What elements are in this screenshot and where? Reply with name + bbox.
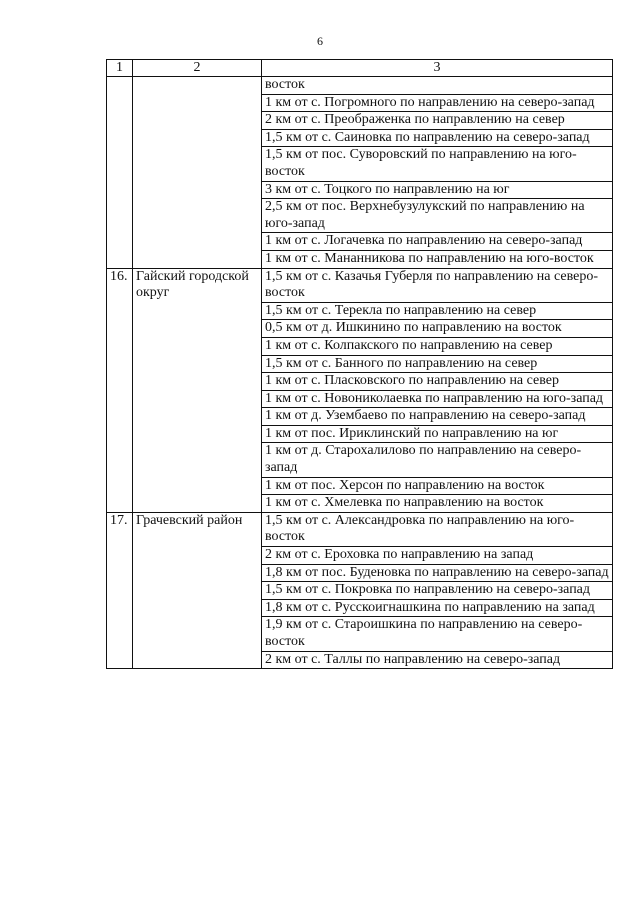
- location-entry: 1 км от с. Погромного по направлению на северо-запад: [262, 94, 613, 112]
- location-entry: 1,5 км от с. Покровка по направлению на северо-запад: [262, 582, 613, 600]
- location-entry: 1 км от с. Новониколаевка по направлению на юго-запад: [262, 390, 613, 408]
- location-entry: 1,9 км от с. Староишкина по направлению на северо-восток: [262, 617, 613, 651]
- page-number: 6: [317, 34, 323, 48]
- table-header-row: [107, 60, 613, 77]
- location-entry: 2 км от с. Преображенка по направлению на север: [262, 112, 613, 130]
- location-entry: 1 км от с. Мананникова по направлению на юго-восток: [262, 250, 613, 268]
- location-entry: 1 км от пос. Ириклинский по направлению на юг: [262, 425, 613, 443]
- column-header-2: 2: [133, 60, 262, 77]
- column-header-1: 1: [107, 60, 133, 77]
- location-entry: 1,8 км от с. Русскоигнашкина по направлению на запад: [262, 599, 613, 617]
- district-name: Гайский городской округ: [133, 268, 262, 512]
- district-name: Грачевский район: [133, 512, 262, 668]
- location-entry: 1,5 км от с. Банного по направлению на север: [262, 355, 613, 373]
- locations-table: [106, 59, 613, 669]
- location-entry: 1,5 км от с. Александровка по направлению на юго-восток: [262, 512, 613, 546]
- location-entry: 3 км от с. Тоцкого по направлению на юг: [262, 181, 613, 199]
- row-number: [107, 77, 133, 269]
- location-entry: 1,5 км от с. Казачья Губерля по направлению на северо-восток: [262, 268, 613, 302]
- location-entry: 1 км от с. Колпакского по направлению на север: [262, 337, 613, 355]
- location-entry: 2 км от с. Таллы по направлению на северо-запад: [262, 651, 613, 669]
- location-entry: 2,5 км от пос. Верхнебузулукский по направлению на юго-запад: [262, 199, 613, 233]
- location-entry: 1 км от с. Хмелевка по направлению на восток: [262, 495, 613, 513]
- column-header-3: 3: [262, 60, 613, 77]
- table-body: [107, 77, 613, 669]
- location-entry: 1 км от с. Логачевка по направлению на северо-запад: [262, 233, 613, 251]
- location-entry: 1 км от пос. Херсон по направлению на восток: [262, 477, 613, 495]
- table-row: [107, 77, 613, 95]
- table-row: [107, 268, 613, 302]
- location-entry: 1 км от д. Старохалилово по направлению на северо-запад: [262, 443, 613, 477]
- location-entry: восток: [262, 77, 613, 95]
- location-entry: 1,5 км от пос. Суворовский по направлению на юго-восток: [262, 147, 613, 181]
- location-entry: 1,8 км от пос. Буденовка по направлению на северо-запад: [262, 564, 613, 582]
- location-entry: 1 км от д. Узембаево по направлению на северо-запад: [262, 408, 613, 426]
- location-entry: 1,5 км от с. Саиновка по направлению на северо-запад: [262, 129, 613, 147]
- table-row: [107, 512, 613, 546]
- location-entry: 1,5 км от с. Терекла по направлению на север: [262, 302, 613, 320]
- location-entry: 0,5 км от д. Ишкинино по направлению на восток: [262, 320, 613, 338]
- row-number: 16.: [107, 268, 133, 512]
- row-number: 17.: [107, 512, 133, 668]
- location-entry: 2 км от с. Ероховка по направлению на запад: [262, 547, 613, 565]
- district-name: [133, 77, 262, 269]
- location-entry: 1 км от с. Пласковского по направлению на север: [262, 373, 613, 391]
